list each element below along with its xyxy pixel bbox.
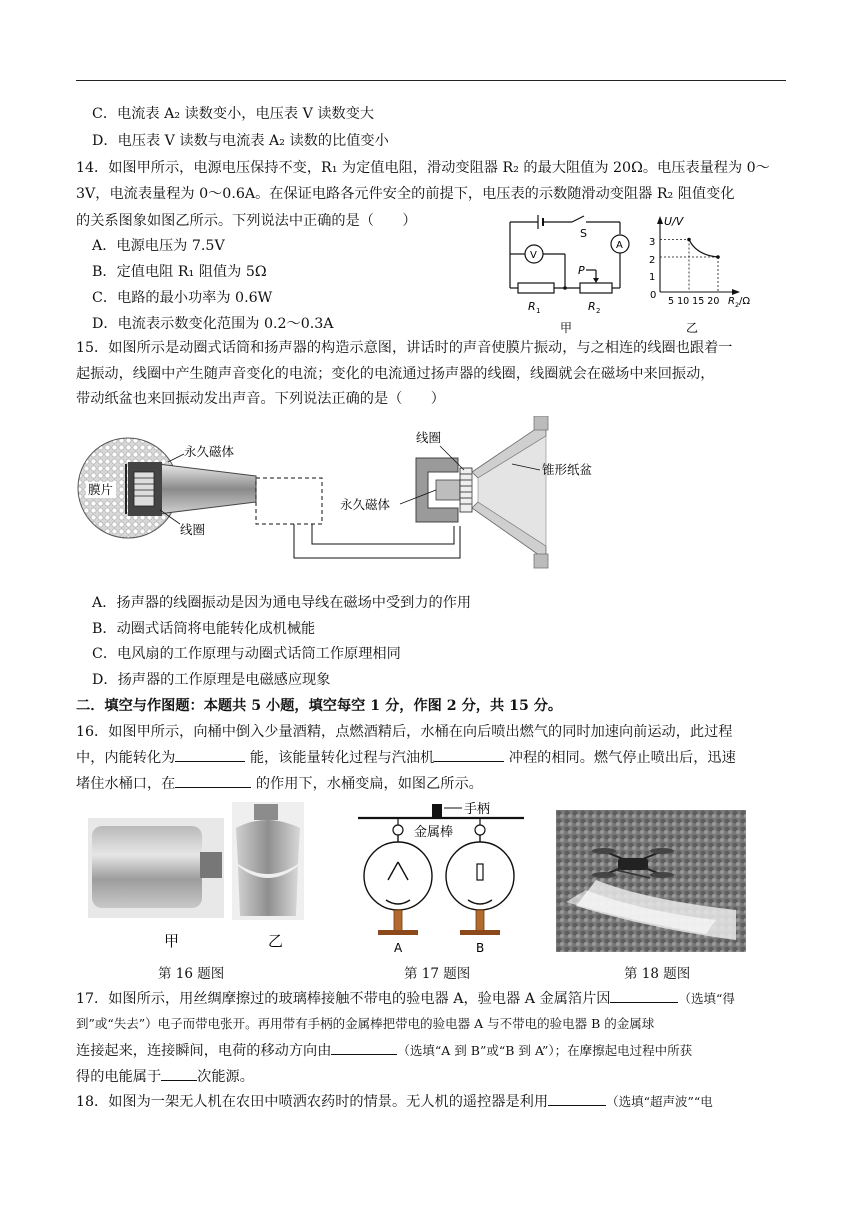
ammeter-label: A	[616, 240, 623, 251]
q16-stem-line3: 堵住水桶口，在 的作用下，水桶变扁，如图乙所示。	[76, 773, 483, 794]
q16-caption-jia: 甲	[164, 932, 180, 950]
caption-q16: 第 16 题图	[158, 966, 225, 982]
q15-stem-line3: 带动纸盆也来回振动发出声音。下列说法正确的是（ ）	[76, 391, 445, 407]
mic-handle	[158, 464, 256, 514]
x-axis-unit: /Ω	[739, 296, 751, 307]
q17-stem-line3: 连接起来，连接瞬间，电荷的移动方向由 （选填“A 到 B”或“B 到 A”）；在摩擦起电过程中所获	[76, 1040, 692, 1061]
q17-blank-2[interactable]	[331, 1040, 397, 1055]
r2-label: R	[588, 300, 596, 313]
q16-blank-3[interactable]	[175, 773, 251, 788]
caption-q18: 第 18 题图	[624, 966, 691, 982]
section-2-heading: 二．填空与作图题：本题共 5 小题，填空每空 1 分，作图 2 分，共 15 分。	[76, 698, 563, 714]
speaker-cone-label: 锥形纸盆	[542, 462, 593, 477]
mic-diaphragm-label: 膜片	[88, 482, 114, 497]
mic-coil-label: 线圈	[180, 522, 206, 537]
x-axis-label: R	[728, 296, 735, 307]
q14-option-d: D．电流表示数变化范围为 0.2～0.3A	[92, 316, 334, 332]
electroscope-a-ball	[393, 825, 403, 835]
q17-stem-line2: 到”或“失去”）电子而带电张开。再用带有手柄的金属棒把带电的验电器 A 与不带电的验电器 B 的金属球	[76, 1016, 655, 1031]
q18-blank-1[interactable]	[548, 1091, 606, 1106]
y-tick-1: 1	[649, 272, 656, 283]
q17-electroscope-diagram	[354, 796, 534, 956]
speaker-magnet-label: 永久磁体	[340, 497, 391, 512]
q14-option-c: C．电路的最小功率为 0.6W	[92, 290, 273, 306]
handle	[432, 804, 442, 818]
q17-blank-1[interactable]	[610, 988, 678, 1003]
bucket-jia-neck	[200, 852, 222, 878]
electroscope-a-label: A	[394, 941, 403, 955]
speaker-coil	[460, 468, 472, 512]
electroscope-b-label: B	[476, 941, 485, 955]
caption-q17: 第 17 题图	[404, 966, 471, 982]
q15-option-b: B．动圈式话筒将电能转化成机械能	[92, 621, 316, 637]
q15-stem-line1: 15．如图所示是动圈式话筒和扬声器的构造示意图，讲话时的声音使膜片振动，与之相连的线圈也跟着一	[76, 340, 733, 356]
q13-option-d: D．电压表 V 读数与电流表 A₂ 读数的比值变小	[92, 133, 389, 149]
q16-stem-line1: 16．如图甲所示，向桶中倒入少量酒精，点燃酒精后，水桶在向后喷出燃气的同时加速向前运动，此过程	[76, 724, 733, 740]
q16-figure	[88, 800, 308, 956]
q14-stem-line1: 14．如图甲所示，电源电压保持不变，R₁ 为定值电阻，滑动变阻器 R₂ 的最大阻值为 20Ω。电压表量程为 0～	[76, 160, 770, 176]
q15-option-a: A．扬声器的线圈振动是因为通电导线在磁场中受到力的作用	[92, 595, 472, 611]
x-tick-labels: 5 10 15 20	[668, 296, 720, 307]
data-point	[687, 238, 691, 242]
y-tick-3: 3	[649, 237, 656, 248]
mic-coil	[134, 472, 154, 506]
q13-option-c: C．电流表 A₂ 读数变小，电压表 V 读数变大	[92, 106, 375, 122]
q15-stem-line2: 起振动，线圈中产生随声音变化的电流；变化的电流通过扬声器的线圈，线圈就会在磁场中来回振动，	[76, 366, 715, 382]
slider-label: P	[578, 264, 585, 277]
q14-option-a: A．电源电压为 7.5V	[92, 238, 225, 254]
series-line	[689, 240, 718, 258]
q14-stem-line2: 3V，电流表量程为 0～0.6A。在保证电路各元件安全的前提下，电压表的示数随滑动变阻器 R₂ 阻值变化	[76, 186, 735, 202]
r2-subscript: 2	[596, 307, 601, 315]
r1-subscript: 1	[536, 307, 541, 315]
q15-option-c: C．电风扇的工作原理与动圈式话筒工作原理相同	[92, 646, 401, 662]
origin-label: 0	[650, 290, 657, 301]
caption-yi: 乙	[686, 321, 699, 335]
r1-label: R	[528, 300, 536, 313]
slider-arrow-icon	[593, 278, 599, 283]
q15-mic-speaker-diagram	[76, 416, 616, 590]
mic-magnet-label: 永久磁体	[184, 444, 235, 459]
switch-label: S	[580, 227, 587, 240]
y-axis-label: U/V	[664, 215, 684, 228]
metal-rod-label: 金属棒	[414, 825, 454, 840]
handle-label: 手柄	[464, 802, 491, 817]
q18-stem-line1: 18．如图为一架无人机在农田中喷洒农药时的情景。无人机的遥控器是利用 （选填“超声波”“电	[76, 1091, 713, 1112]
speaker-magnet-core	[436, 480, 460, 500]
voltmeter-label: V	[530, 250, 537, 261]
q16-stem-line2: 中，内能转化为 能，该能量转化过程与汽油机 冲程的相同。燃气停止喷出后，迅速	[76, 747, 736, 768]
q14-voltage-chart	[646, 212, 776, 336]
q15-option-d: D．扬声器的工作原理是电磁感应现象	[92, 672, 331, 688]
x-axis-subscript: 2	[735, 301, 740, 309]
caption-jia: 甲	[560, 321, 573, 335]
q14-circuit-diagram	[500, 212, 650, 336]
q18-drone-photo	[556, 810, 746, 952]
bucket-jia	[92, 826, 202, 908]
data-point	[716, 255, 720, 259]
q16-blank-1[interactable]	[175, 747, 245, 762]
electroscope-a-body	[364, 842, 432, 910]
dashed-box	[256, 478, 322, 524]
y-axis-arrow-icon	[657, 216, 663, 224]
q16-blank-2[interactable]	[434, 747, 504, 762]
q17-blank-3[interactable]	[161, 1066, 197, 1081]
y-tick-2: 2	[649, 255, 656, 266]
electroscope-b-leaves	[477, 864, 483, 880]
header-rule	[76, 80, 786, 81]
q14-stem-line3: 的关系图象如图乙所示。下列说法中正确的是（ ）	[76, 213, 417, 229]
junction-dot	[563, 286, 567, 290]
electroscope-b-ball	[475, 825, 485, 835]
speaker-coil-label: 线圈	[416, 430, 442, 445]
x-axis-arrow-icon	[732, 289, 740, 295]
q16-caption-yi: 乙	[268, 932, 284, 950]
q17-stem-line1: 17．如图所示，用丝绸摩擦过的玻璃棒接触不带电的验电器 A，验电器 A 金属箔片因 （选填“得	[76, 988, 735, 1009]
q14-option-b: B．定值电阻 R₁ 阻值为 5Ω	[92, 264, 267, 280]
q17-stem-line4: 得的电能属于 次能源。	[76, 1066, 254, 1087]
